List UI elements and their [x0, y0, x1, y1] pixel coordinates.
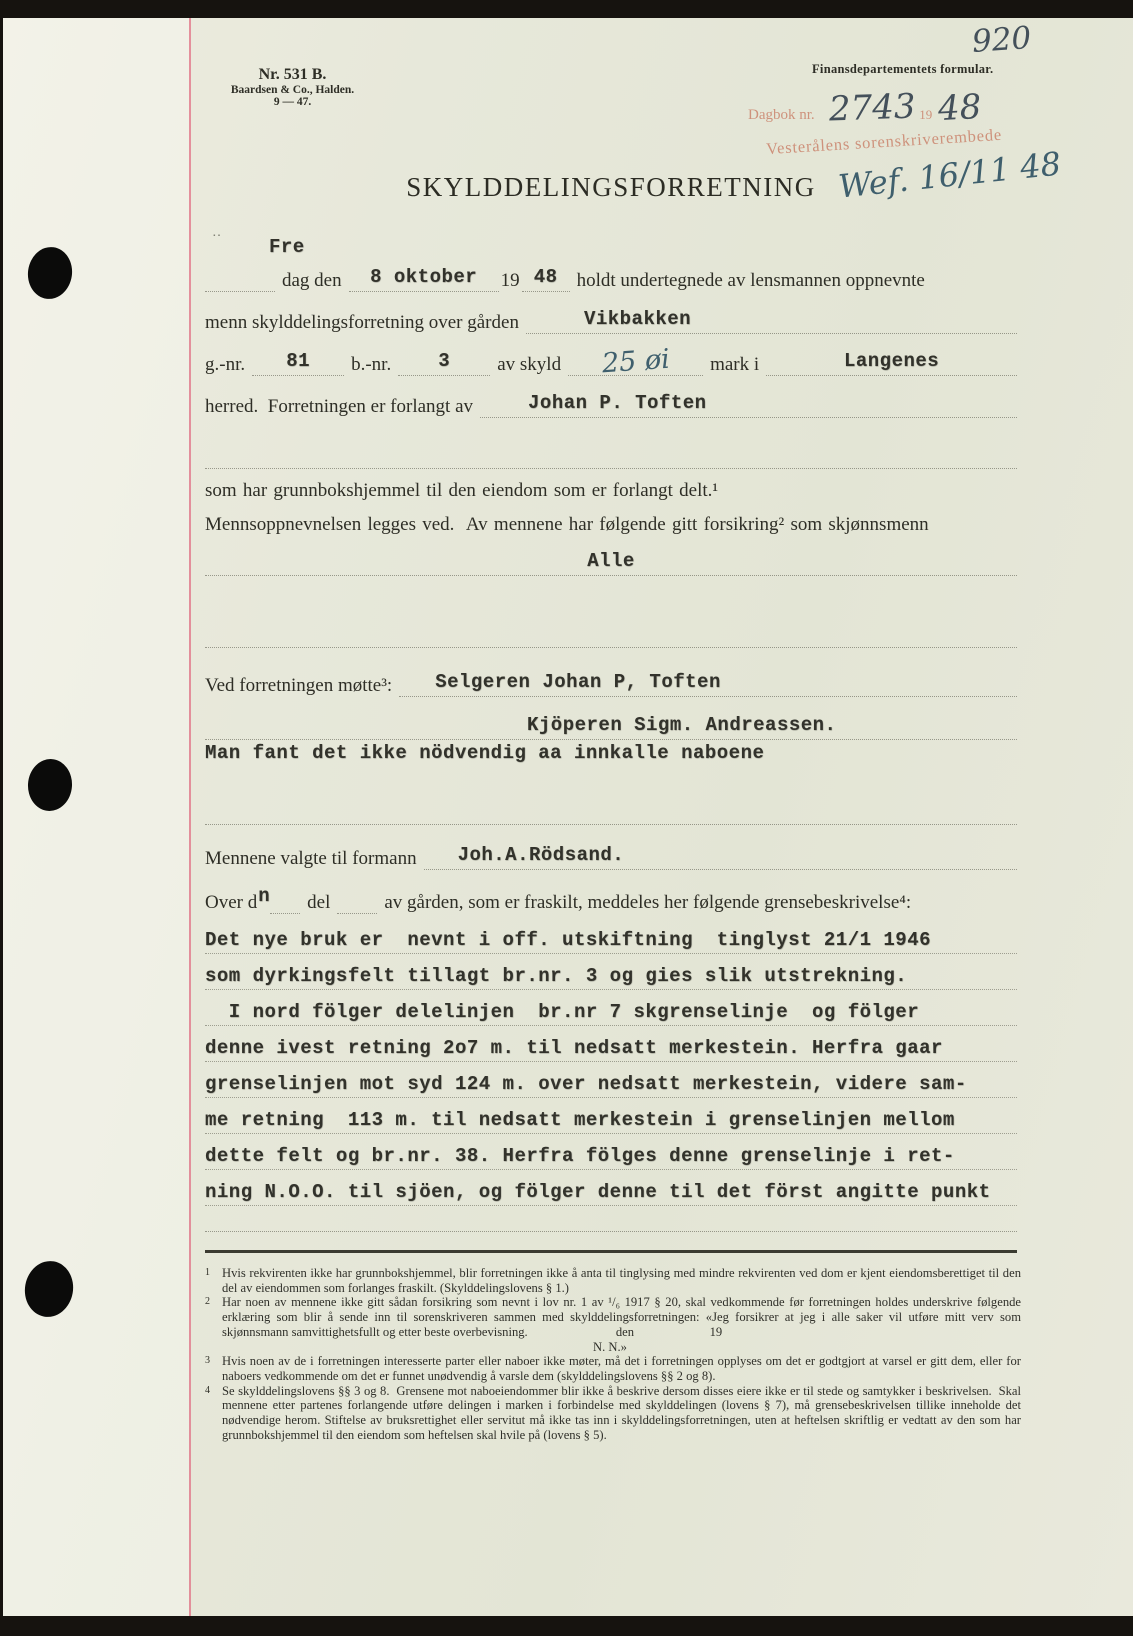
footnote-nn-line: N. N.»	[593, 1339, 627, 1354]
office-stamp: Vesterålens sorenskriverembede	[765, 124, 1003, 159]
description-text: me retning 113 m. til nedsatt merkestein i grenselinjen mellom	[205, 1109, 955, 1131]
dotted-line	[399, 671, 1017, 697]
description-line	[205, 1026, 1017, 1062]
dagbok-stamp-year-prefix: 19	[919, 107, 933, 122]
dotted-line	[766, 350, 1017, 376]
form-line-date	[205, 236, 1017, 292]
printer-name: Baardsen & Co., Halden.	[230, 84, 355, 96]
dotted-line	[205, 550, 1017, 576]
description-line	[205, 1098, 1017, 1134]
form-line-chairman	[205, 828, 1017, 870]
empty-form-line	[205, 606, 1017, 648]
requested-by-label: herred. Forretningen er forlangt av	[205, 396, 474, 418]
printer-code: 9 — 47.	[273, 96, 312, 108]
handwritten-journal-note: Wef. 16/11 48	[836, 144, 1063, 206]
dotted-line	[480, 392, 1017, 418]
description-line	[205, 1170, 1017, 1206]
form-line-requested-by	[205, 376, 1017, 418]
red-margin-line	[189, 18, 191, 1616]
dotted-line	[270, 900, 300, 914]
description-text: dette felt og br.nr. 38. Herfra fölges denne grenselinje i ret-	[205, 1145, 955, 1167]
weekday-typed-entry: Fre	[269, 236, 305, 258]
form-line-alle	[205, 534, 1017, 576]
printer-imprint	[205, 66, 380, 108]
dotted-line	[205, 1218, 1017, 1232]
formular-label: Finansdepartementets formular.	[812, 62, 994, 76]
herred-typed-entry: Langenes	[843, 350, 940, 372]
boundary-intro-text: av gården, som er fraskilt, meddeles her følgende grensebeskrivelse⁴:	[384, 892, 912, 914]
description-line	[205, 1062, 1017, 1098]
footnote	[205, 1266, 1021, 1295]
over-label: Over d	[205, 892, 258, 914]
alle-typed-entry: Alle	[587, 550, 635, 572]
paragraph-hjemmel: som har grunnbokshjemmel til den eiendom som er forlangt delt.¹	[205, 480, 719, 501]
dotted-line	[205, 811, 1017, 825]
description-line	[205, 954, 1017, 990]
empty-form-line	[205, 783, 1017, 825]
footnote-number: 2	[205, 1296, 210, 1308]
footnote	[205, 1295, 1021, 1339]
requested-by-typed-entry: Johan P. Toften	[528, 392, 707, 414]
dotted-line	[337, 900, 377, 914]
form-line-buyer	[205, 698, 1017, 740]
handwritten-page-number: 920	[970, 19, 1033, 61]
buyer-typed-entry: Kjöperen Sigm. Andreassen.	[527, 714, 837, 736]
dotted-line	[398, 350, 490, 376]
line1-text: holdt undertegnede av lensmannen oppnevnte	[576, 270, 925, 292]
dotted-line	[522, 266, 570, 292]
paragraph-forsikring: Mennsoppnevnelsen legges ved. Av mennene har følgende gitt forsikring² som skjønnsmenn	[205, 514, 929, 535]
description-text: som dyrkingsfelt tillagt br.nr. 3 og gies slik utstrekning.	[205, 965, 908, 987]
scan-edge-top	[0, 0, 1133, 18]
form-line-numbers	[205, 334, 1017, 380]
footnote-text: Se skylddelingslovens §§ 3 og 8. Grensene mot naboeiendommer blir ikke å beskrive dersom disses eiere ikke er til stede og samtykker i beskrivelsen. Skal mennene etter partenes forlangende utføre delingen i marken i forbindelse med skylddelingen (lovens § 7), må grensebeskrivelsen tillike inneholde det nødvendige herom. Stiftelse av bruksrettighet eller servitut må ikke tas inn i skylddelingsforretningen, uten at heftelsen skriftlig er vedtatt av den som har grunnbokshjemmel til den eiendom som heftelsen skal hvile på (lovens § 5).	[222, 1383, 1021, 1442]
form-number: Nr. 531 B.	[258, 66, 327, 83]
footnote	[205, 1354, 1021, 1383]
dotted-line	[252, 350, 344, 376]
gnr-label: g.-nr.	[205, 354, 246, 376]
dotted-line	[526, 308, 1017, 334]
footnote-number: 4	[205, 1384, 210, 1396]
footnote-text: Hvis noen av de i forretningen interesserte parter eller naboer ikke møter, må det i forretningen opplyses om det er godtgjort at varsel er gitt dem, eller for naboers vedkommende om det er funnet unødvendig å varsle dem (skylddelingslovens §§ 2 og 8).	[222, 1354, 1021, 1383]
handwritten-dagbok-year: 48	[937, 86, 983, 130]
scan-edge-bottom	[0, 1616, 1133, 1636]
dotted-line	[205, 455, 1017, 469]
seller-typed-entry: Selgeren Johan P, Toften	[435, 671, 721, 693]
description-line	[205, 990, 1017, 1026]
skyld-label: av skyld	[497, 354, 562, 376]
description-text: grenselinjen mot syd 124 m. over nedsatt merkestein, videre sam-	[205, 1073, 967, 1095]
dotted-line	[205, 714, 1017, 740]
century-label: 19	[500, 270, 520, 292]
stray-marks: ‥	[212, 225, 222, 240]
description-text: ning N.O.O. til sjöen, og fölger denne til det först angitte punkt	[205, 1181, 991, 1203]
description-text: denne ivest retning 2o7 m. til nedsatt merkestein. Herfra gaar	[205, 1037, 943, 1059]
scan-edge-left	[0, 0, 3, 1636]
attendees-label: Ved forretningen møtte³:	[205, 675, 393, 697]
description-text: I nord fölger delelinjen br.nr 7 skgrenselinje og fölger	[205, 1001, 920, 1023]
year-typed-entry: 48	[533, 266, 558, 288]
neighbours-note-typed: Man fant det ikke nödvendig aa innkalle naboene	[205, 742, 765, 764]
bnr-typed-entry: 3	[438, 350, 451, 372]
dagbok-stamp-label: Dagbok nr.	[748, 107, 815, 123]
form-line-farm	[205, 292, 1017, 334]
footnote-number: 1	[205, 1267, 210, 1278]
empty-form-line	[205, 1206, 1017, 1232]
form-line-attendees	[205, 655, 1017, 697]
description-line	[205, 1134, 1017, 1170]
dotted-line	[424, 844, 1017, 870]
left-margin-column	[3, 18, 189, 1616]
footnote-text: Har noen av mennene ikke gitt sådan forsikring som nevnt i lov nr. 1 av ¹/₆ 1917 § 20, skal vedkommende før forretningen holdes underskrive følgende erklæring som blir å sende inn til sorenskriveren sammen med skylddelingsforretningen: «Jeg forsikrer at jeg i alle saker vil utføre mitt verv som skjønnsmann samvittighetsfullt og etter beste overbevisning. den 19	[222, 1295, 1021, 1339]
description-text: Det nye bruk er nevnt i off. utskiftning tinglyst 21/1 1946	[205, 929, 932, 951]
del-label: del	[307, 892, 331, 914]
chairman-typed-entry: Joh.A.Rödsand.	[457, 844, 625, 866]
bnr-label: b.-nr.	[351, 354, 392, 376]
mark-label: mark i	[710, 354, 760, 376]
gnr-typed-entry: 81	[286, 350, 311, 372]
date-typed-entry: 8 oktober	[370, 266, 478, 288]
chairman-label: Mennene valgte til formann	[205, 848, 417, 870]
footnote-number: 3	[205, 1355, 210, 1367]
dotted-line	[205, 278, 275, 292]
dagbok-stamp-line	[748, 88, 981, 128]
footnote-text: Hvis rekvirenten ikke har grunnbokshjemmel, blir forretningen ikke å anta til tinglysing med mindre rekvirenten ved dom er kjent eiendomsberettiget til den del av eiendommen som forlanges fraskilt. (Skylddelingslovens § 1.)	[222, 1266, 1021, 1295]
farm-label: menn skylddelingsforretning over gården	[205, 312, 519, 334]
dotted-line	[568, 343, 703, 380]
footnotes-section	[205, 1266, 1021, 1442]
dotted-line	[205, 634, 1017, 648]
dotted-line	[349, 266, 499, 292]
empty-form-line	[205, 427, 1017, 469]
description-line	[205, 918, 1017, 954]
page-title: SKYLDDELINGSFORRETNING	[406, 172, 816, 202]
handwritten-dagbok-number: 2743	[828, 86, 916, 130]
farm-typed-entry: Vikbakken	[583, 308, 692, 330]
footnote	[205, 1384, 1021, 1443]
footnote-separator-rule	[205, 1250, 1017, 1253]
date-label: dag den	[282, 270, 342, 292]
overtyped-n-entry: n	[258, 885, 271, 907]
skyld-handwritten-entry: 25 øi	[600, 343, 671, 380]
form-line-boundary-intro	[205, 872, 1017, 914]
